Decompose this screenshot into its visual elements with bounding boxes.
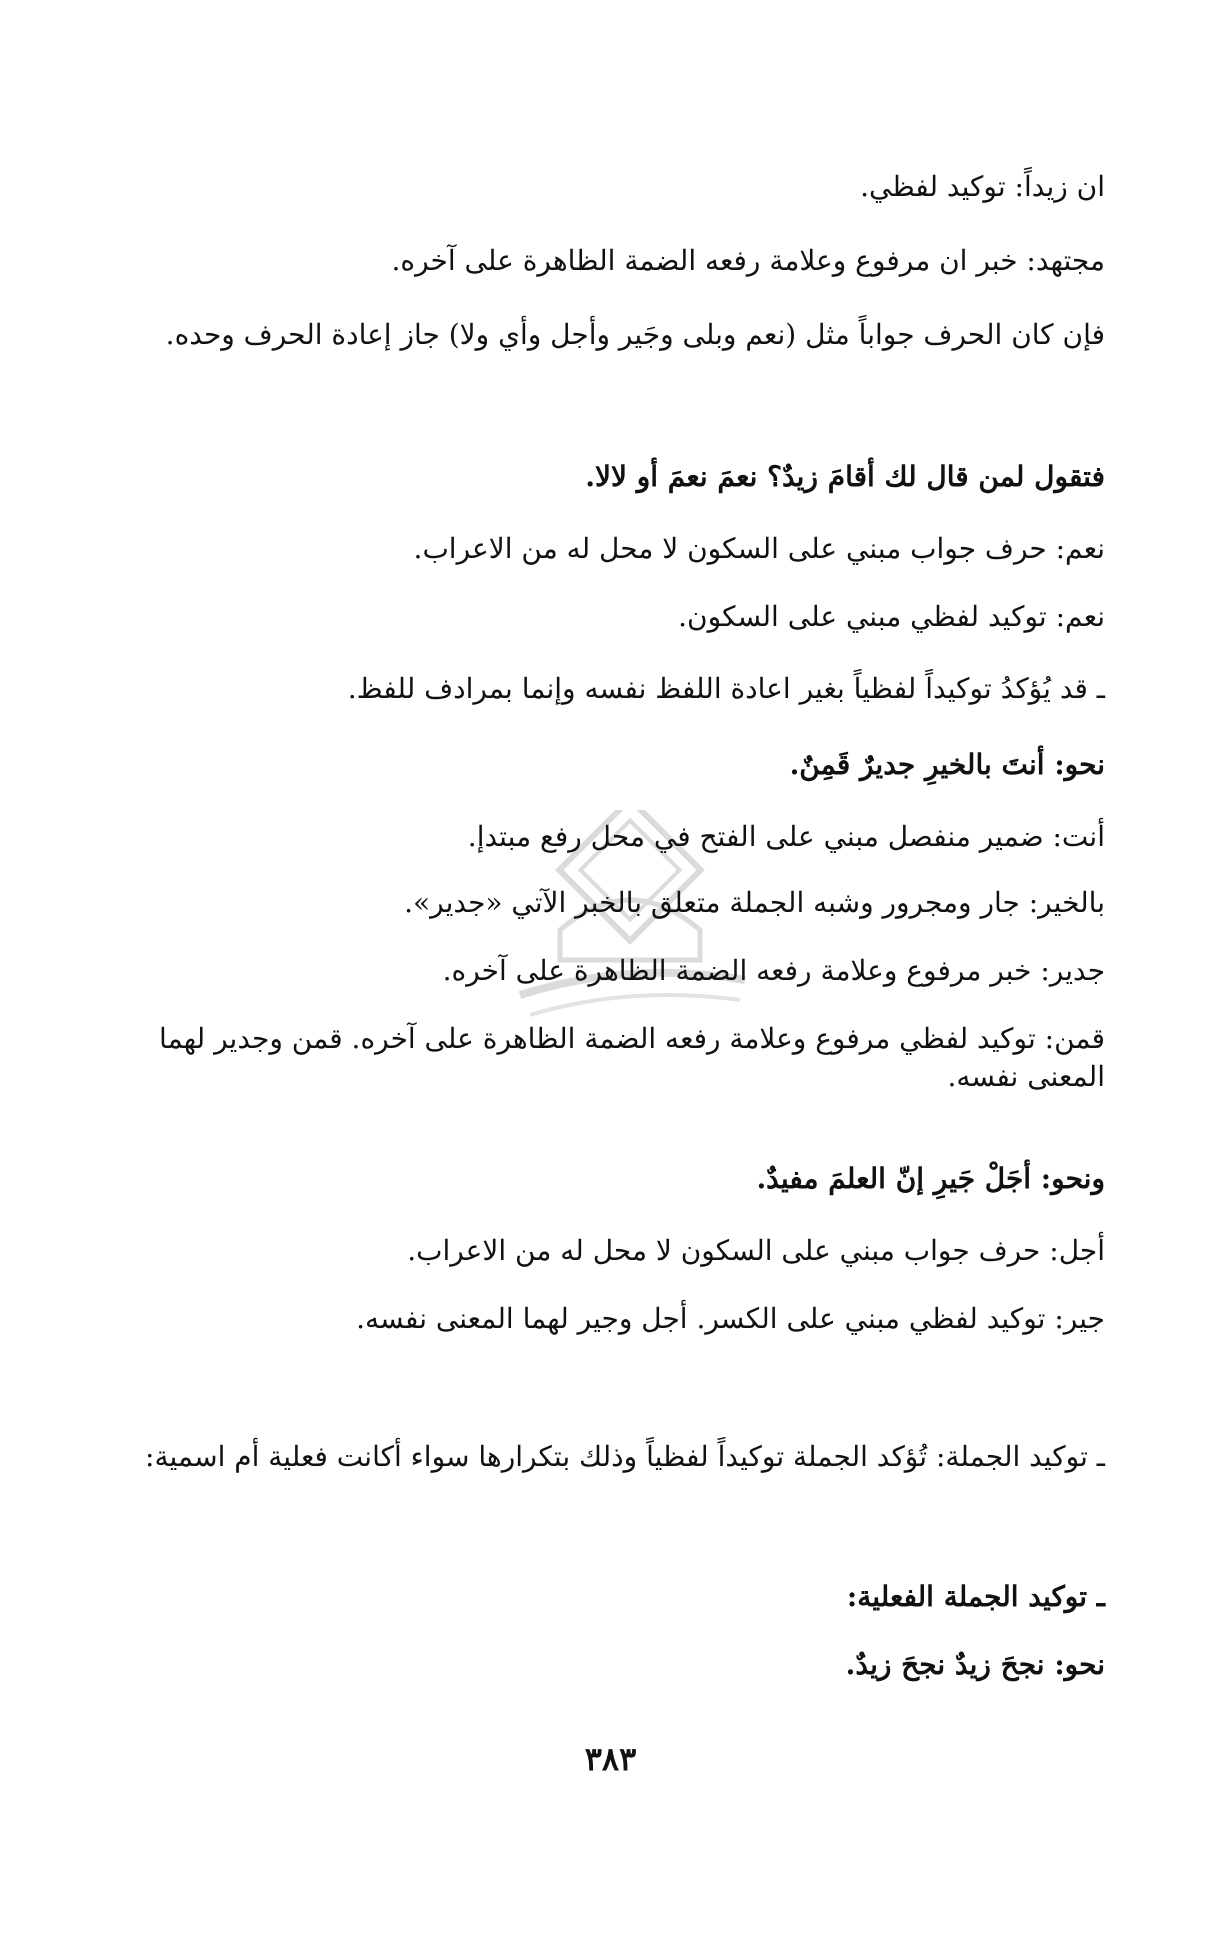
page-number: ٣٨٣: [584, 1740, 637, 1778]
line-1: ان زيداً: توكيد لفظي.: [860, 170, 1105, 203]
line-5: نعم: حرف جواب مبني على السكون لا محل له من الاعراب.: [413, 532, 1105, 565]
line-8: نحو: أنتَ بالخيرِ جديرٌ قَمِنٌ.: [789, 748, 1105, 781]
line-2: مجتهد: خبر ان مرفوع وعلامة رفعه الضمة الظاهرة على آخره.: [391, 244, 1105, 277]
line-18: نحو: نجحَ زيدٌ نجحَ زيدٌ.: [845, 1648, 1105, 1681]
line-7: ـ قد يُؤكدُ توكيداً لفظياً بغير اعادة اللفظ نفسه وإنما بمرادف للفظ.: [347, 672, 1105, 705]
line-11: جدير: خبر مرفوع وعلامة رفعه الضمة الظاهرة على آخره.: [442, 954, 1105, 987]
line-4: فتقول لمن قال لك أقامَ زيدٌ؟ نعمَ نعمَ أو لالا.: [585, 460, 1105, 493]
line-3: فإن كان الحرف جواباً مثل (نعم وبلى وجَير وأجل وأي ولا) جاز إعادة الحرف وحده.: [165, 318, 1105, 351]
line-14: أجل: حرف جواب مبني على السكون لا محل له من الاعراب.: [407, 1234, 1105, 1267]
line-15: جير: توكيد لفظي مبني على الكسر. أجل وجير لهما المعنى نفسه.: [356, 1302, 1105, 1335]
line-10: بالخير: جار ومجرور وشبه الجملة متعلق بالخبر الآتي «جدير».: [404, 886, 1105, 919]
line-6: نعم: توكيد لفظي مبني على السكون.: [678, 600, 1105, 633]
line-13: ونحو: أجَلْ جَيرِ إنّ العلمَ مفيدٌ.: [756, 1162, 1105, 1195]
line-16: ـ توكيد الجملة: تُؤكد الجملة توكيداً لفظياً وذلك بتكرارها سواء أكانت فعلية أم اسمية:: [145, 1440, 1105, 1473]
section-heading: ـ توكيد الجملة الفعلية:: [846, 1580, 1105, 1613]
line-12: قمن: توكيد لفظي مرفوع وعلامة رفعه الضمة الظاهرة على آخره. قمن وجدير لهما المعنى نفسه.: [159, 1022, 1105, 1093]
line-9: أنت: ضمير منفصل مبني على الفتح في محل رفع مبتدإ.: [467, 820, 1105, 853]
